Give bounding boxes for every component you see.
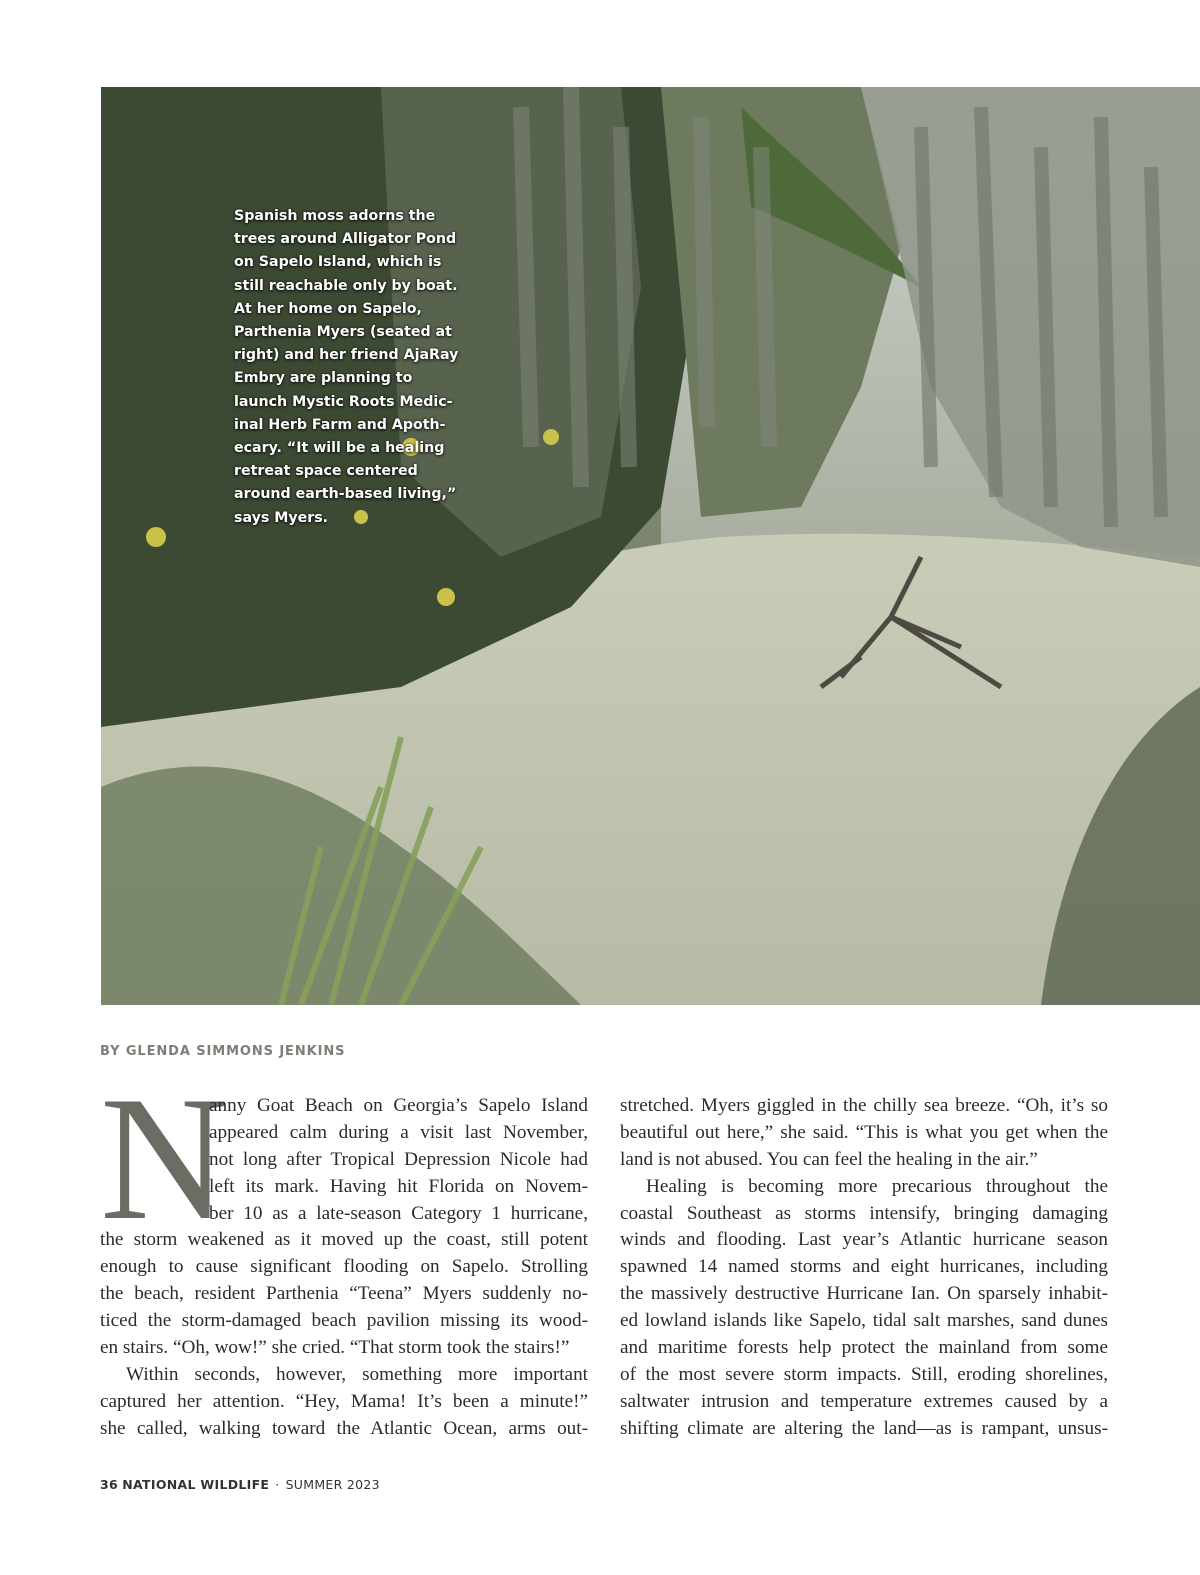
text-line: ber 10 as a late-season Category 1 hurricane,	[209, 1202, 588, 1224]
text-line: the storm weakened as it moved up the coast, still potent	[100, 1229, 588, 1251]
caption-line: Parthenia Myers (seated at	[234, 324, 452, 341]
caption-line: still reachable only by boat.	[234, 277, 458, 294]
byline: BY GLENDA SIMMONS JENKINS	[100, 1044, 346, 1059]
text-line: anny Goat Beach on Georgia’s Sapelo Island	[209, 1095, 588, 1116]
caption-line: retreat space centered	[234, 463, 418, 480]
text-line: left its mark. Having hit Florida on Novem-	[209, 1175, 588, 1197]
caption-line: At her home on Sapelo,	[234, 300, 422, 317]
text-line: ed lowland islands like Sapelo, tidal salt marshes, sand dunes	[620, 1310, 1108, 1332]
page-footer	[100, 1477, 380, 1492]
article-column-2	[620, 1093, 1108, 1443]
caption-line: right) and her friend AjaRay	[234, 347, 459, 364]
text-line: en stairs. “Oh, wow!” she cried. “That storm took the stairs!”	[100, 1337, 570, 1359]
caption-line: says Myers.	[234, 509, 329, 526]
text-line: of the most severe storm impacts. Still, eroding shorelines,	[620, 1363, 1108, 1385]
caption-line: trees around Alligator Pond	[234, 231, 457, 248]
article-column-1	[100, 1093, 588, 1443]
text-line: coastal Southeast as storms intensify, bringing damaging	[620, 1202, 1108, 1224]
text-line: winds and flooding. Last year’s Atlantic hurricane season	[620, 1229, 1108, 1251]
issue-date: SUMMER 2023	[285, 1477, 380, 1492]
text-line: enough to cause significant flooding on Sapelo. Strolling	[100, 1256, 588, 1278]
text-line: beautiful out here,” she said. “This is what you get when the	[620, 1121, 1108, 1143]
text-line: captured her attention. “Hey, Mama! It’s been a minute!”	[100, 1390, 588, 1412]
footer-separator: ·	[275, 1477, 280, 1492]
caption-line: Embry are planning to	[234, 370, 413, 387]
caption-line: ecary. “It will be a healing	[234, 440, 445, 457]
text-line: land is not abused. You can feel the healing in the air.”	[620, 1148, 1038, 1170]
text-line: spawned 14 named storms and eight hurricanes, including	[620, 1256, 1108, 1278]
page-number: 36	[100, 1477, 118, 1492]
text-line: saltwater intrusion and temperature extremes caused by a	[620, 1390, 1108, 1412]
drop-cap: N	[100, 1059, 229, 1257]
text-line: stretched. Myers giggled in the chilly sea breeze. “Oh, it’s so	[620, 1095, 1108, 1116]
text-line: ticed the storm-damaged beach pavilion missing its wood-	[100, 1310, 588, 1332]
text-line: appeared calm during a visit last November,	[209, 1121, 588, 1143]
text-line: Healing is becoming more precarious throughout the	[646, 1175, 1108, 1197]
article-photo	[101, 87, 1200, 1005]
text-line: she called, walking toward the Atlantic Ocean, arms out-	[100, 1417, 588, 1439]
caption-line: launch Mystic Roots Medic-	[234, 393, 453, 410]
caption-line: Spanish moss adorns the	[234, 208, 436, 224]
text-line: shifting climate are altering the land—as is rampant, unsus-	[620, 1417, 1108, 1439]
magazine-name: NATIONAL WILDLIFE	[122, 1477, 270, 1492]
caption-line: on Sapelo Island, which is	[234, 254, 442, 271]
text-line: the beach, resident Parthenia “Teena” Myers suddenly no-	[100, 1283, 588, 1305]
text-line: not long after Tropical Depression Nicole had	[209, 1148, 588, 1170]
text-line: and maritime forests help protect the mainland from some	[620, 1337, 1108, 1359]
photo-caption	[234, 205, 466, 530]
caption-line: around earth-based living,”	[234, 486, 457, 503]
text-line: Within seconds, however, something more important	[126, 1363, 588, 1385]
text-line: the massively destructive Hurricane Ian. On sparsely inhabit-	[620, 1283, 1108, 1305]
caption-line: inal Herb Farm and Apoth-	[234, 416, 446, 433]
